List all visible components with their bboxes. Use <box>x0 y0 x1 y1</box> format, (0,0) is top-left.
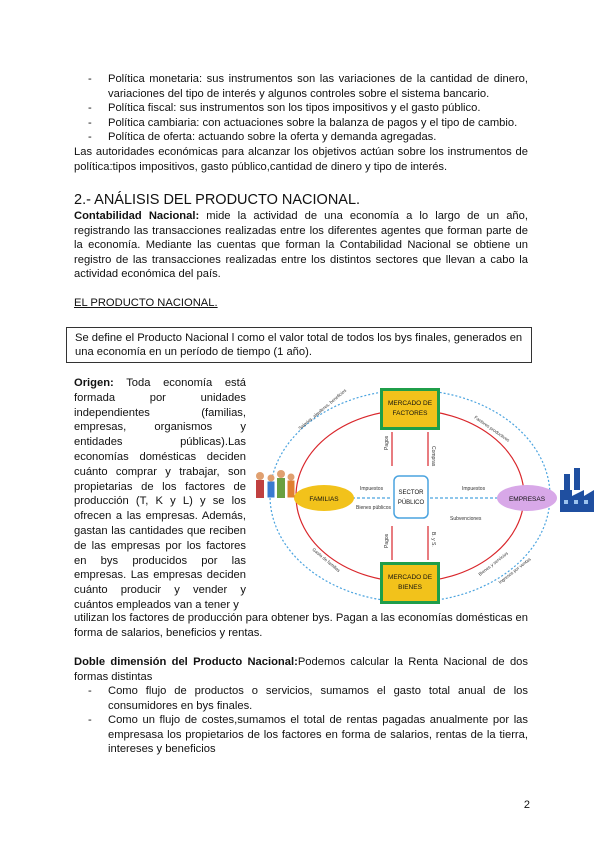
label-salarios: Salarios, alquileres, beneficios <box>297 387 348 431</box>
label-bys: B. y S. <box>430 532 436 547</box>
doble-text: Podemos calcular la Renta Nacional de dos formas distintas <box>74 656 528 683</box>
label-pagos-bottom: Pagos <box>384 533 390 548</box>
origen-text: Toda economía está formada por unidades independientes (familias, empresas, organismos y entidades públicas).Las economías domésticas deciden cuánto comprar y trabajar, son propietarias de los factores de producción (T, K y L) y se los ofrecen a las empresas. Además, gastan las cantidades que reciben de las empresas por los factores en bys producidos por las empresas. Las empresas deciden cuánto producir y vender y cuántos empleados van a tener y <box>74 377 246 611</box>
node-mercado-factores-fill <box>383 391 437 427</box>
label-ventas: Ingresos por ventas <box>497 556 532 585</box>
node-sector-line1: SECTOR <box>398 490 424 496</box>
subsection-title: EL PRODUCTO NACIONAL. <box>74 297 218 309</box>
list-item: - Política de oferta: actuando sobre la oferta y demanda agregadas. <box>74 130 528 145</box>
doble-paragraph <box>74 655 528 684</box>
node-mercado-bienes-fill <box>383 565 437 601</box>
list-item: - Como flujo de productos o servicios, sumamos el gasto total anual de los consumidores en bys finales. <box>74 684 528 713</box>
node-mercado-factores-line1: MERCADO DE <box>387 400 433 407</box>
list-item: - Política fiscal: sus instrumentos son los tipos impositivos y el gasto público. <box>74 101 528 116</box>
label-compras: Compras <box>430 446 436 467</box>
label-bienes-publicos: Bienes públicos <box>356 505 392 511</box>
label-gasto: Gasto de familias <box>311 546 342 574</box>
origen-continuation: utilizan los factores de producción para obtener bys. Pagan a las economías domésticas en forma de salarios, beneficios y rentas. <box>74 612 528 639</box>
family-illustration-icon <box>256 470 295 498</box>
definition-box: Se define el Producto Nacional l como el valor total de todos los bys finales, generados en una economía en un período de tiempo (1 año). <box>66 327 532 363</box>
list-item: - Política cambiaria: con actuaciones sobre la balanza de pagos y el tipo de cambio. <box>74 116 528 131</box>
node-empresas-label: EMPRESAS <box>508 496 546 503</box>
contabilidad-paragraph <box>74 209 528 282</box>
list-item: - Como un flujo de costes,sumamos el total de rentas pagadas anualmente por las empresasa los propietarios de los factores en forma de salarios, rentas de la tierra, intereses y beneficios <box>74 713 528 757</box>
label-factores-productivos: Factores productivos <box>473 414 511 443</box>
origen-paragraph <box>74 376 246 613</box>
authorities-paragraph: Las autoridades económicas para alcanzar los objetivos actúan sobre los instrumentos de política:tipos impositivos, gasto público,cantidad de dinero y tipo de interés. <box>74 146 528 173</box>
contabilidad-text: mide la actividad de una economía a lo largo de un año, registrando las transacciones realizadas entre los diferentes agentes que forman parte de la economía. Mediante las cuentas que forman la Contabilidad Nacional se obtiene un registro de las transacciones realizadas entre los distintos sectores que llevan a cabo la actividad económica del país. <box>74 210 528 281</box>
label-pagos-top: Pagos <box>384 435 390 450</box>
origen-term: Origen: <box>74 377 114 389</box>
section-title: 2.- ANÁLISIS DEL PRODUCTO NACIONAL. <box>74 192 361 208</box>
doble-term: Doble dimensión del Producto Nacional: <box>74 656 298 668</box>
label-bienes-servicios: Bienes y servicios <box>477 550 509 577</box>
page-number: 2 <box>523 799 530 811</box>
node-mercado-bienes-line2: BIENES <box>398 584 422 591</box>
circular-flow-diagram <box>252 380 598 608</box>
label-impuestos-right: Impuestos <box>462 486 486 492</box>
contabilidad-term: Contabilidad Nacional: <box>74 210 200 222</box>
node-mercado-bienes-line1: MERCADO DE <box>387 574 433 581</box>
factory-icon <box>560 468 594 512</box>
node-familias-label: FAMILIAS <box>309 496 339 503</box>
label-impuestos-left: Impuestos <box>360 486 384 492</box>
doble-list <box>74 684 528 757</box>
list-item: - Política monetaria: sus instrumentos son las variaciones de la cantidad de dinero, variaciones del tipo de interés y algunos controles sobre el sistema bancario. <box>74 72 528 101</box>
node-mercado-factores-line2: FACTORES <box>392 410 428 417</box>
policy-list <box>74 72 528 145</box>
node-sector-publico <box>394 476 428 518</box>
label-subvenciones: Subvenciones <box>450 516 482 522</box>
node-sector-line2: PÚBLICO <box>397 500 425 506</box>
